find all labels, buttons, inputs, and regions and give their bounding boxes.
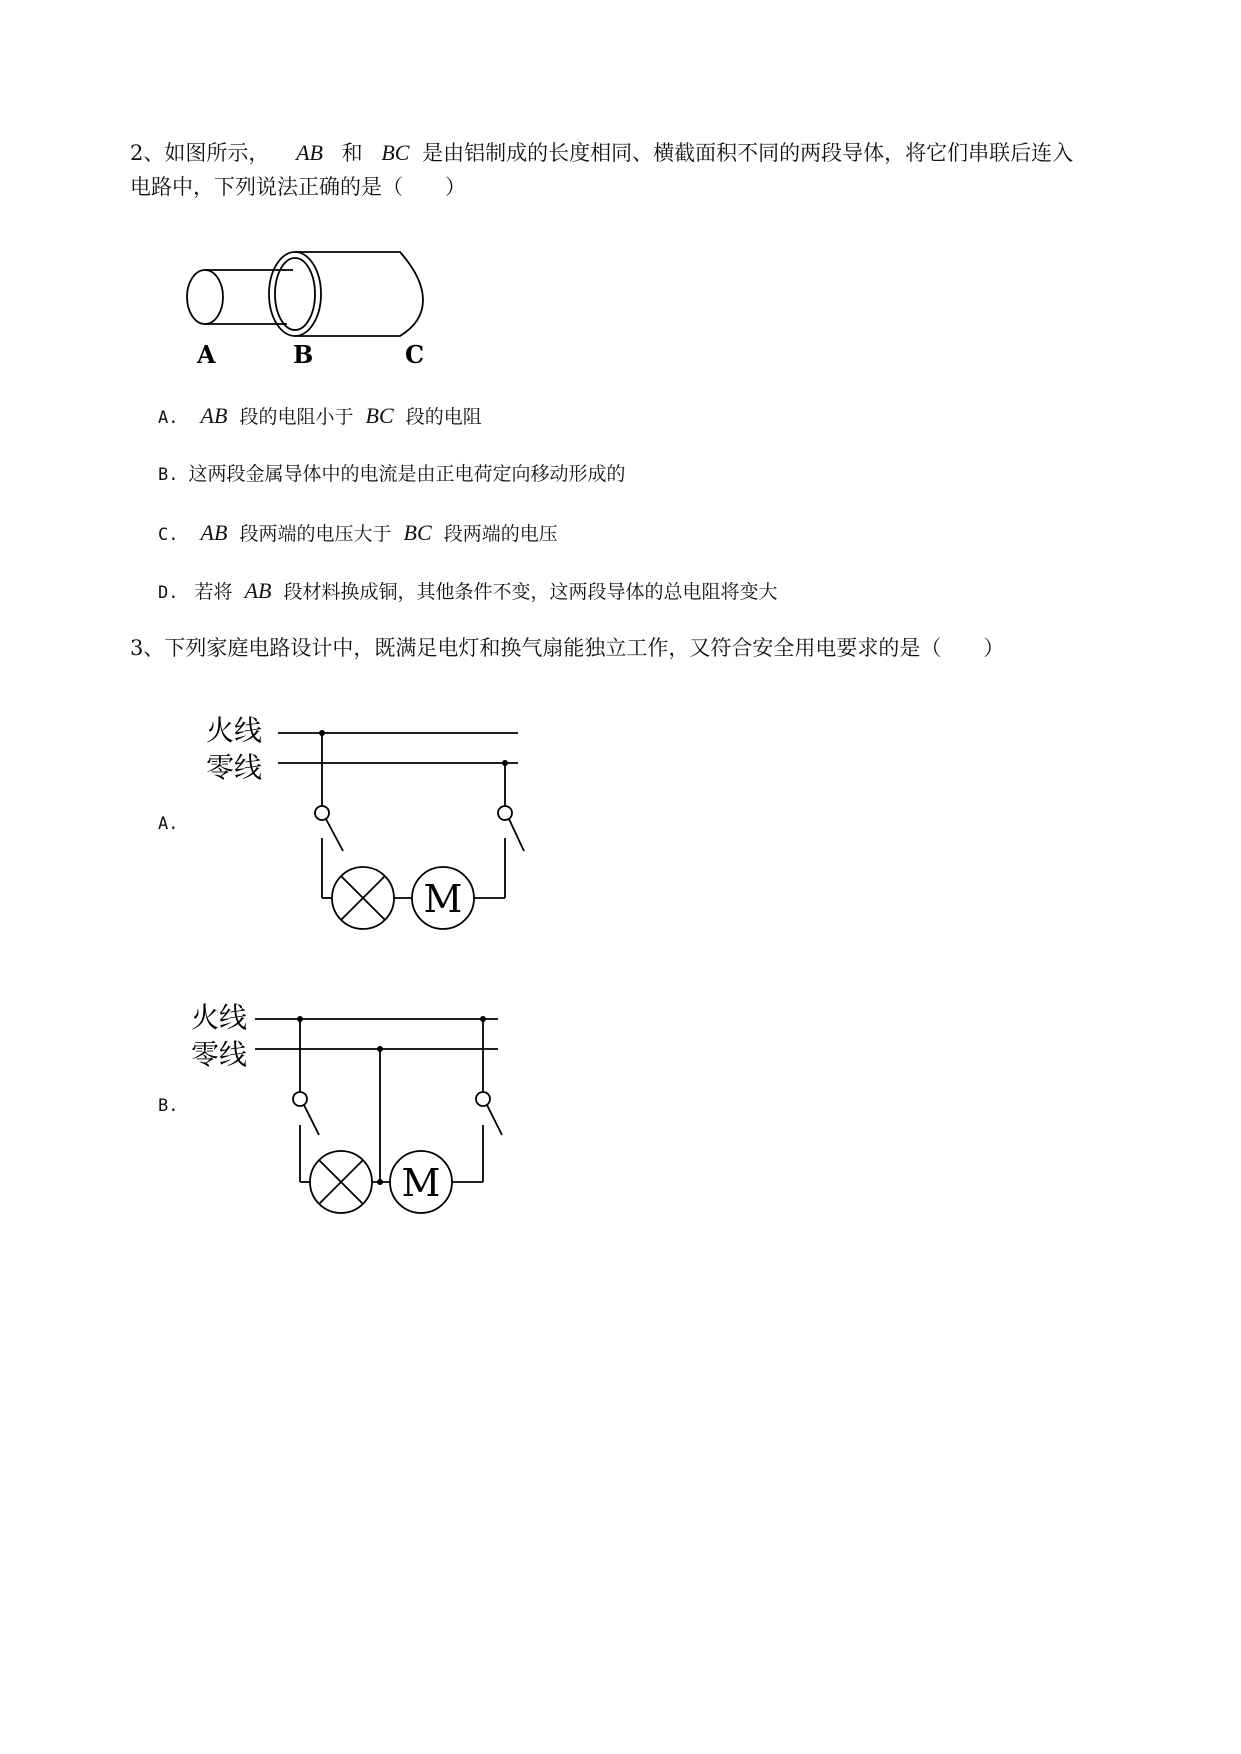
option-b[interactable] [158, 459, 626, 490]
bc-cylinder-inner-rim [275, 258, 315, 330]
circuit-b-neutral-label: 零线 [191, 1038, 248, 1071]
label-b: B [293, 340, 314, 369]
option-a-math-ab: AB [200, 403, 228, 428]
circuit-a-left-switch-pivot [315, 806, 329, 820]
option-d-math-ab: AB [244, 578, 272, 603]
option-b-label: B. [158, 465, 179, 485]
circuit-a-right-switch-blade [509, 819, 524, 851]
option-c[interactable] [158, 518, 558, 550]
option-b-text: 这两段金属导体中的电流是由正电荷定向移动形成的 [188, 463, 626, 485]
label-a: A [197, 340, 216, 369]
circuit-b-option[interactable] [158, 1090, 188, 1121]
circuit-b-left-switch-pivot [293, 1092, 307, 1106]
circuit-a-right-switch-pivot [498, 806, 512, 820]
question-2-prefix: 2、如图所示， [130, 141, 270, 165]
circuit-a-motor-label: M [423, 877, 463, 921]
option-c-text: 段两端的电压大于 [239, 523, 392, 545]
option-c-math-bc: BC [403, 520, 432, 545]
circuit-a-neutral-label: 零线 [206, 751, 263, 784]
question-2-line-1 [130, 138, 1073, 168]
option-a-label: A. [158, 408, 179, 428]
circuit-b-motor-label: M [401, 1161, 441, 1205]
math-ab: AB [296, 140, 323, 165]
question-2-body: 是由铝制成的长度相同、横截面积不同的两段导体，将它们串联后连入 [422, 141, 1074, 165]
question-3-text: 3、下列家庭电路设计中，既满足电灯和换气扇能独立工作，又符合安全用电要求的是（ ） [130, 636, 1005, 660]
circuit-b-right-switch-pivot [476, 1092, 490, 1106]
option-a-text-end: 段的电阻 [405, 406, 482, 428]
circuit-b-label: B. [158, 1096, 179, 1116]
circuit-b-diagram [185, 992, 515, 1227]
circuit-a-diagram [200, 705, 540, 940]
circuit-b-center-junction [377, 1179, 383, 1185]
option-d-text: 段材料换成铜，其他条件不变，这两段导体的总电阻将变大 [283, 581, 778, 603]
circuit-a-option[interactable] [158, 808, 188, 839]
conjunction-text: 和 [341, 141, 363, 165]
circuit-b-live-label: 火线 [191, 1001, 248, 1034]
circuit-b-right-switch-blade [487, 1105, 502, 1135]
math-bc: BC [381, 140, 410, 165]
circuit-a-label: A. [158, 814, 179, 834]
ab-cylinder-face [187, 270, 223, 324]
circuit-a-left-switch-blade [326, 819, 343, 851]
circuit-b-left-switch-blade [304, 1105, 319, 1135]
option-c-math-ab: AB [200, 520, 228, 545]
option-a[interactable] [158, 401, 482, 433]
option-a-text: 段的电阻小于 [239, 406, 354, 428]
circuit-a-live-label: 火线 [206, 714, 263, 747]
option-d-label: D. [158, 583, 179, 603]
question-2-line-2: 电路中，下列说法正确的是（ ） [130, 175, 466, 199]
label-c: C [405, 340, 425, 369]
option-d[interactable] [158, 576, 778, 608]
option-c-text-end: 段两端的电压 [443, 523, 558, 545]
option-d-text-start: 若将 [194, 581, 233, 603]
conductor-figure [175, 240, 445, 375]
option-c-label: C. [158, 525, 179, 545]
option-a-math-bc: BC [365, 403, 394, 428]
